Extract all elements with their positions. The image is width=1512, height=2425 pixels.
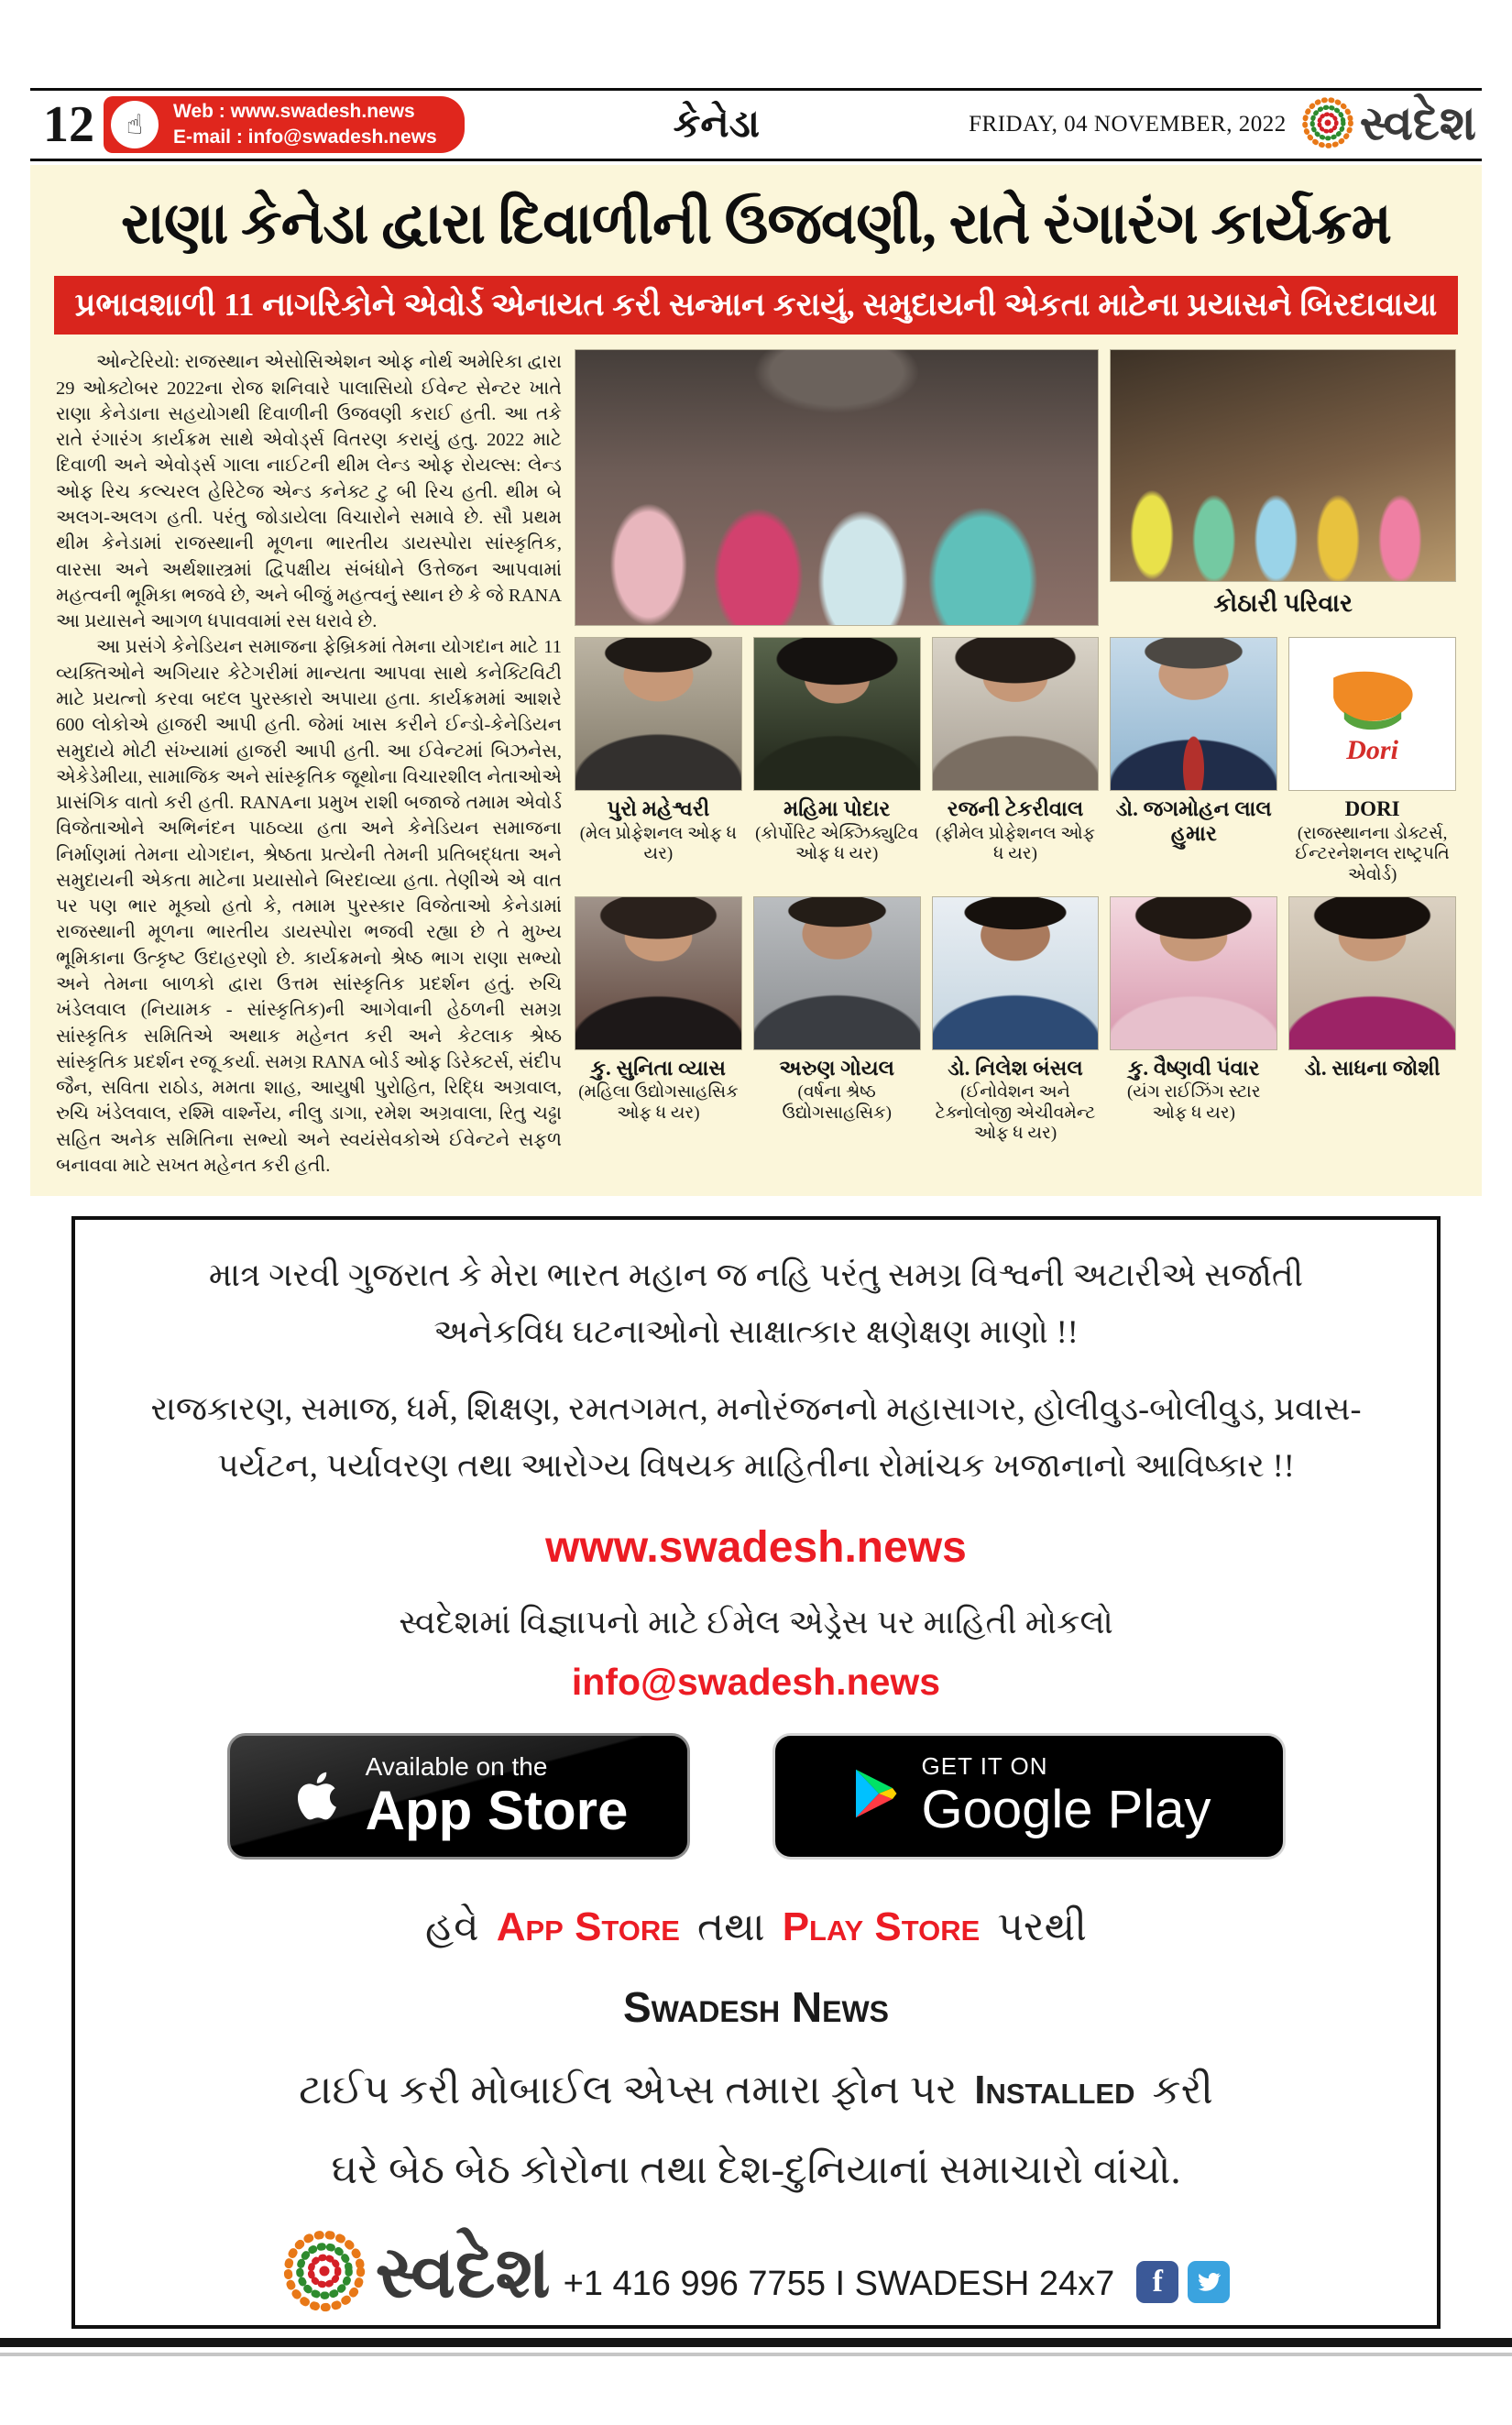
award-winner-title: (ફીમેલ પ્રોફેશનલ ઓફ ધ યર): [935, 823, 1096, 864]
contact-banner: [104, 96, 465, 153]
twitter-icon[interactable]: [1188, 2261, 1230, 2303]
award-winner-photo: [753, 896, 921, 1050]
promo-email-line: સ્વદેશમાં વિજ્ઞાપનો માટે ઈમેલ એડ્રેસ પર માહિતી મોકલો: [399, 1603, 1113, 1640]
rajasthan-map-icon: [1318, 664, 1428, 735]
event-group-photo: [575, 349, 1099, 626]
award-winner-name: અરુણ ગોયલ: [779, 1056, 895, 1080]
award-winner-photo: [575, 637, 742, 791]
rangoli-icon: [1301, 96, 1354, 154]
award-winner-photo: [1288, 896, 1456, 1050]
award-winner-title: (કોર્પોરિટ એક્ઝિક્યુટિવ ઓફ ધ યર): [755, 823, 919, 864]
masthead-web-link[interactable]: Web : www.swadesh.news: [173, 100, 415, 122]
award-winner-card: [1110, 637, 1277, 885]
sub-headline: પ્રભાવશાળી 11 નાગરિકોને એવોર્ડ એનાયત કરી સન્માન કરાયું, સમુદાયની એકતા માટેના પ્રયાસને બિરદાવાયા: [54, 276, 1458, 335]
award-winner-card: [932, 637, 1100, 885]
read-at-home-line: ઘરે બેઠ બેઠ કોરોના તથા દેશ-દુનિયાનાં સમાચારો વાંચો.: [331, 2147, 1181, 2193]
dori-script-text: Dori: [1346, 735, 1398, 766]
swadesh-promo-box: [71, 1216, 1441, 2329]
kothari-family-figure: [1110, 349, 1456, 626]
masthead-email-link[interactable]: E-mail : info@swadesh.news: [173, 126, 437, 148]
hand-click-icon: ☝: [111, 101, 159, 148]
award-winner-photo: [753, 637, 921, 791]
section-title: કેનેડા: [673, 104, 761, 146]
award-winner-title: (વર્ષના શ્રેષ્ઠ ઉદ્યોગસાહસિક): [782, 1082, 892, 1123]
install-line-installed: Installed: [974, 2067, 1135, 2112]
award-winner-name: DORI: [1344, 797, 1400, 821]
masthead-logo: [1301, 96, 1476, 154]
award-winner-card: [932, 896, 1100, 1145]
award-winner-title: (રાજસ્થાનના ડોક્ટર્સ, ઈન્ટરનેશનલ રાષ્ટ્રપતિ એવોર્ડ): [1295, 823, 1450, 884]
install-line-pre: ટાઈપ કરી મોબાઈલ એપ્સ તમારા ફોન પર: [299, 2067, 958, 2112]
store-availability-line: [103, 1893, 1409, 1962]
photo-grid: [575, 349, 1456, 1181]
website-link[interactable]: www.swadesh.news: [545, 1522, 967, 1572]
award-winner-photo: [575, 896, 742, 1050]
issue-date: FRIDAY, 04 NOVEMBER, 2022: [969, 112, 1287, 137]
store-line-playstore: Play Store: [782, 1904, 981, 1949]
app-name: Swadesh News: [622, 1982, 890, 2031]
google-play-label: Google Play: [921, 1780, 1211, 1840]
google-play-icon: [847, 1763, 902, 1828]
award-winner-photo: [1110, 896, 1277, 1050]
article-paragraph: આ પ્રસંગે કેનેડિયન સમાજના ફેબ્રિકમાં તેમના યોગદાન માટે 11 વ્યક્તિઓને અગિયાર કેટેગરીમાં માન્યતા આપવા સાથે કનેક્ટિવિટી માટે પ્રયત્નો કરવા બદલ પુરસ્કારો અપાયા હતા. કાર્યક્રમમાં આશરે 600 લોકોએ હાજરી આપી હતી. જેમાં ખાસ કરીને ઈન્ડો-કેનેડિયન સમુદાયે મોટી સંખ્યામાં હાજરી આપી હતી. આ ઈવેન્ટમાં બિઝનેસ, એકેડેમીયા, સામાજિક અને સાંસ્કૃતિક જૂથોના વિચારશીલ નેતાઓએ પ્રાસંગિક વાતો કરી હતી. RANAના પ્રમુખ રાશી બજાજે તમામ એવોર્ડ વિજેતાઓને અભિનંદન પાઠવ્યા હતા અને કેનેડિયન સમાજના નિર્માણમાં તેમના યોગદાન, શ્રેષ્ઠતા પ્રત્યેની તેમની પ્રતિબદ્ધતા અને સમુદાયની એકતા માટેના પ્રયાસોને બિરદાવ્યા હતા. તેણીએ એ વાત પર પણ ભાર મૂક્યો હતો કે, તમામ પુરસ્કાર વિજેતાઓ કેનેડામાં રાજસ્થાની મૂળના ભારતીય ડાયસ્પોરા ભજવી રહ્યા છે તે મુખ્ય ભૂમિકાના ઉત્કૃષ્ટ ઉદાહરણો છે. કાર્યક્રમનો શ્રેષ્ઠ ભાગ રાણા સભ્યો અને તેમના બાળકો દ્વારા ઉત્તમ સાંસ્કૃતિક પ્રદર્શન હતું. રુચિ ખંડેલવાલ (નિયામક - સાંસ્કૃતિક)ની આગેવાની હેઠળની સમગ્ર સાંસ્કૃતિક સમિતિએ અથાક મહેનત કરી અને કેટલાક શ્રેષ્ઠ સાંસ્કૃતિક પ્રદર્શન રજૂ કર્યા. સમગ્ર RANA બોર્ડ ઓફ ડિરેક્ટર્સ, સંદીપ જૈન, સવિતા રાઠોડ, મમતા શાહ, આયુષી પુરોહિત, રિદ્ધિ અગ્રવાલ, રુચિ ખંડેલવાલ, રશ્મિ વાર્શ્નેય, નીલુ ડાગા, રમેશ અગ્રવાલા, રિતુ ચઢ્ઢા સહિત અનેક સમિતિના સભ્યો અને સ્વયંસેવકોએ ઈવેન્ટને સફળ બનાવવા માટે સખત મહેનત કરી હતી.: [56, 637, 562, 1177]
article: [30, 335, 1482, 1187]
dori-logo: [1288, 637, 1456, 791]
footer-contact: +1 416 996 7755 I SWADESH 24x7: [563, 2264, 1115, 2303]
award-winner-card: [1110, 896, 1277, 1145]
google-play-badge[interactable]: [772, 1733, 1286, 1860]
kothari-family-caption: કોઠારી પરિવાર: [1213, 589, 1353, 618]
brand-wordmark: સ્વદેશ: [1359, 98, 1476, 150]
install-line-post: કરી: [1152, 2067, 1213, 2112]
award-winner-name: રજની ટેકરીવાલ: [947, 797, 1084, 821]
award-winner-name: કુ. વૈષ્ણવી પંવાર: [1128, 1056, 1260, 1080]
store-line-pre: હવે: [425, 1904, 479, 1949]
award-winner-photo: [932, 896, 1100, 1050]
award-winner-name: મહિમા પોદાર: [783, 797, 891, 821]
app-store-label: App Store: [365, 1780, 629, 1842]
award-winner-title: (ઈનોવેશન અને ટેક્નોલોજી એચીવમેન્ટ ઓફ ધ યર): [935, 1082, 1096, 1144]
page-bottom-rule: [0, 2338, 1512, 2347]
kothari-family-photo: [1110, 349, 1456, 582]
email-link[interactable]: info@swadesh.news: [571, 1660, 941, 1703]
store-line-mid: તથા: [696, 1904, 765, 1949]
award-winner-card: [1288, 637, 1456, 885]
facebook-icon[interactable]: f: [1136, 2261, 1178, 2303]
google-play-tagline: GET IT ON: [921, 1752, 1048, 1781]
footer-brand-wordmark: સ્વદેશ: [375, 2233, 551, 2313]
app-store-badge[interactable]: [227, 1733, 690, 1860]
award-winner-name: ડો. નિલેશ બંસલ: [948, 1056, 1083, 1080]
promo-line-1: માત્ર ગરવી ગુજરાત કે મેરા ભારત મહાન જ નહિ પરંતુ સમગ્ર વિશ્વની અટારીએ સર્જાતી અનેકવિધ ઘટનાઓનો સાક્ષાત્કાર ક્ષણેક્ષણ માણો !!: [208, 1256, 1304, 1351]
app-store-tagline: Available on the: [365, 1752, 548, 1782]
store-line-post: પરથી: [997, 1904, 1087, 1949]
store-badges: [103, 1733, 1409, 1860]
award-winner-title: (મહિલા ઉદ્યોગસાહસિક ઓફ ધ યર): [578, 1082, 739, 1123]
masthead: [30, 88, 1482, 161]
award-winner-title: (મેલ પ્રોફેશનલ ઓફ ધ યર): [579, 823, 738, 864]
award-winner-card: [575, 637, 742, 885]
rangoli-icon: [282, 2229, 367, 2318]
award-winner-card: [753, 896, 921, 1145]
award-winner-card: [753, 637, 921, 885]
news-block: [30, 165, 1482, 1196]
main-headline: રાણા કેનેડા દ્વારા દિવાળીની ઉજવણી, રાતે રંગારંગ કાર્યક્રમ: [121, 192, 1391, 256]
ad-footer: [103, 2229, 1409, 2318]
promo-line-2: રાજકારણ, સમાજ, ધર્મ, શિક્ષણ, રમતગમત, મનોરંજનનો મહાસાગર, હોલીવુડ-બોલીવુડ, પ્રવાસ-પર્યટન, પર્યાવરણ તથા આરોગ્ય વિષયક માહિતીના રોમાંચક ખજાનાનો આવિષ્કાર !!: [150, 1390, 1362, 1485]
apple-icon: [289, 1760, 345, 1832]
article-body: [56, 349, 562, 1181]
page-number: 12: [43, 96, 94, 153]
install-instruction-line: [103, 2056, 1409, 2125]
store-line-appstore: App Store: [496, 1904, 680, 1949]
award-winner-name: ડો. સાધના જોશી: [1304, 1056, 1441, 1080]
award-winner-name: પુરો મહેશ્વરી: [607, 797, 710, 821]
award-winner-photo: [1110, 637, 1277, 791]
award-winner-card: [575, 896, 742, 1145]
award-winner-photo: [932, 637, 1100, 791]
award-winner-title: (યંગ રાઈઝિંગ સ્ટાર ઓફ ધ યર): [1126, 1082, 1261, 1123]
award-winner-card: [1288, 896, 1456, 1145]
page-bottom-rule-secondary: [0, 2353, 1512, 2356]
award-winner-name: કુ. સુનિતા વ્યાસ: [590, 1056, 727, 1080]
article-paragraph: ઓન્ટેરિયો: રાજસ્થાન એસોસિએશન ઓફ નોર્થ અમેરિકા દ્વારા 29 ઓક્ટોબર 2022ના રોજ શનિવારે પાલાસિયો ઈવેન્ટ સેન્ટર ખાતે રાણા કેનેડાના સહયોગથી દિવાળીની ઉજવણી કરાઈ હતી. આ તકે રાતે રંગારંગ કાર્યક્રમ સાથે એવોર્ડ્સ વિતરણ કરાયું હતુ. 2022 માટે દિવાળી અને એવોર્ડ્સ ગાલા નાઈટની થીમ લેન્ડ ઓફ રોયલ્સ: લેન્ડ ઓફ રિચ કલ્ચરલ હેરિટેજ એન્ડ કનેક્ટ ટુ બી રિચ હતી. થીમ બે અલગ-અલગ હતી. પરંતુ જોડાયેલા વિચારોને સમાવે છે. સૌ પ્રથમ થીમ કેનેડામાં રાજસ્થાની મૂળના ભારતીય ડાયસ્પોરા સાંસ્કૃતિક, વારસા અને અર્થશાસ્ત્રમાં દ્વિપક્ષીય સંબંધોને ઉત્તેજન આપવામાં મહત્વની ભૂમિકા ભજવે છે, અને બીજું મહત્વનું સ્થાન છે કે જે RANA આ પ્રયાસને આગળ ધપાવવામાં રસ ધરાવે છે.: [56, 352, 562, 632]
award-winner-name: ડો. જગમોહન લાલ હુમાર: [1115, 797, 1272, 845]
